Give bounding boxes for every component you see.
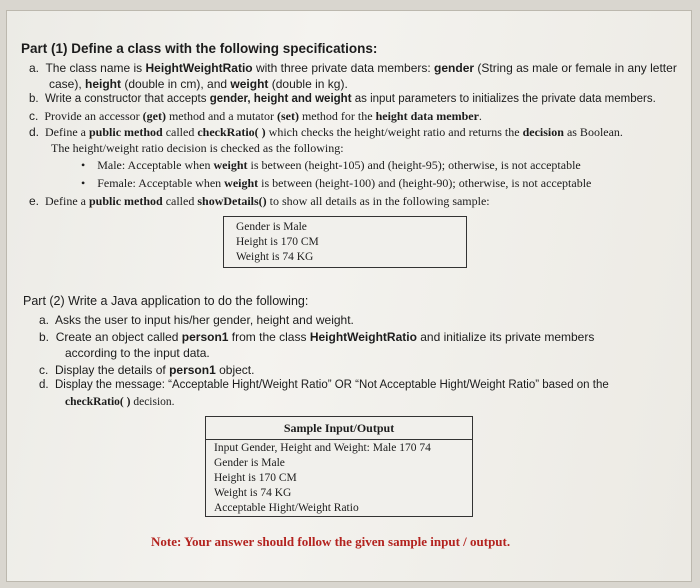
text: (String as male or female in any letter <box>474 61 677 75</box>
text: object. <box>215 363 255 377</box>
text: The height/weight ratio decision is checked as the following: <box>51 141 344 155</box>
text: is between (height-100) and (height-90); otherwise, is not acceptable <box>258 176 592 190</box>
text: Display the details of <box>55 363 170 377</box>
text: as Boolean. <box>563 125 623 139</box>
text: . <box>478 109 482 123</box>
weight: weight <box>224 176 259 190</box>
part2-title-text: Part (2) Write a Java application to do the following: <box>23 294 309 308</box>
part1-item-d-line2 <box>51 141 344 156</box>
text: The class name is <box>45 61 146 75</box>
text: Female: Acceptable when <box>97 176 225 190</box>
part1-item-e <box>29 194 490 209</box>
bullet-female <box>81 176 591 191</box>
part1-item-b <box>29 93 656 105</box>
sample-line: Gender is Male <box>236 221 307 233</box>
text: according to the input data. <box>65 346 210 360</box>
part2-item-b-line2 <box>65 346 210 360</box>
part1-title-text: Part (1) Define a class with the following specifications: <box>21 41 378 56</box>
field-gender: gender <box>434 61 475 75</box>
marker: d. <box>39 379 49 391</box>
text: (double in kg). <box>268 77 348 91</box>
sample-io-header <box>206 417 472 440</box>
get: (get) <box>142 109 166 123</box>
class-name: HeightWeightRatio <box>309 330 417 344</box>
text: called <box>162 194 198 208</box>
text: decision. <box>130 396 175 408</box>
part2-item-c <box>39 363 254 377</box>
text: Male: Acceptable when <box>97 158 214 172</box>
text: and initialize its private members <box>416 330 595 344</box>
text: is between (height-105) and (height-95); otherwise, is not acceptable <box>247 158 581 172</box>
sample-line: Acceptable Hight/Weight Ratio <box>214 502 359 514</box>
sample-line: Input Gender, Height and Weight: Male 170 74 <box>214 442 431 454</box>
marker: c. <box>39 363 49 377</box>
text: to show all details as in the following sample: <box>266 194 490 208</box>
text: method and a mutator <box>165 109 277 123</box>
text: Asks the user to input his/her gender, height and weight. <box>55 313 354 327</box>
text: Define a <box>45 194 89 208</box>
sample-line: Height is 170 CM <box>236 236 319 248</box>
text: from the class <box>228 330 310 344</box>
check-ratio: checkRatio( ) <box>65 396 131 408</box>
field-weight: weight <box>230 77 269 91</box>
text: method for the <box>298 109 376 123</box>
part1-item-a <box>29 61 677 75</box>
text: which checks the height/weight ratio and returns the <box>265 125 523 139</box>
text: with three private data members: <box>252 61 435 75</box>
check-ratio: checkRatio( ) <box>197 125 266 139</box>
text: (double in cm), and <box>121 77 231 91</box>
public-method: public method <box>89 125 163 139</box>
note <box>151 534 510 550</box>
part1-item-d <box>29 125 623 140</box>
field-height: height <box>85 77 122 91</box>
sample-line: Height is 170 CM <box>214 472 297 484</box>
public-method: public method <box>89 194 163 208</box>
marker: b. <box>29 93 39 105</box>
sample-line: Weight is 74 KG <box>236 251 314 263</box>
text: Provide an accessor <box>44 109 143 123</box>
person1: person1 <box>181 330 229 344</box>
text: case), <box>49 77 86 91</box>
sample-line: Weight is 74 KG <box>214 487 292 499</box>
person1: person1 <box>169 363 216 377</box>
set: (set) <box>276 109 299 123</box>
question-sheet <box>6 10 692 582</box>
part1-item-a-line2 <box>49 77 348 91</box>
part2-title <box>23 294 308 308</box>
note-text: Note: Your answer should follow the given sample input / output. <box>151 534 511 549</box>
part2-item-b <box>39 330 594 344</box>
marker: e. <box>29 194 40 208</box>
text: called <box>162 125 198 139</box>
marker: a. <box>29 61 40 75</box>
height-member: height data member <box>375 109 479 123</box>
decision: decision <box>522 125 564 139</box>
sample-output-box-1 <box>223 216 467 268</box>
part1-item-c <box>29 109 482 124</box>
marker: c. <box>29 109 39 123</box>
bullet-male <box>81 158 581 173</box>
class-name: HeightWeightRatio <box>145 61 253 75</box>
marker: d. <box>29 125 40 139</box>
sample-line: Gender is Male <box>214 457 285 469</box>
part2-item-a <box>39 313 354 327</box>
sample-io-header-text: Sample Input/Output <box>283 421 395 435</box>
part2-item-d <box>39 379 609 391</box>
bullet-icon: • <box>81 176 86 190</box>
marker: b. <box>39 330 50 344</box>
text: Create an object called <box>55 330 182 344</box>
text: Write a constructor that accepts <box>44 93 210 105</box>
weight: weight <box>213 158 248 172</box>
text: Display the message: “Acceptable Hight/Weight Ratio” OR “Not Acceptable Hight/Weight Ratio” based on the <box>54 379 609 391</box>
sample-io-box <box>205 416 473 517</box>
show-details: showDetails() <box>197 194 267 208</box>
part2-item-d-line2 <box>65 396 175 408</box>
marker: a. <box>39 313 50 327</box>
part1-title <box>21 41 377 56</box>
bullet-icon: • <box>81 158 86 172</box>
text: as input parameters to initializes the private data members. <box>351 93 656 105</box>
params: gender, height and weight <box>209 93 352 105</box>
text: Define a <box>45 125 89 139</box>
